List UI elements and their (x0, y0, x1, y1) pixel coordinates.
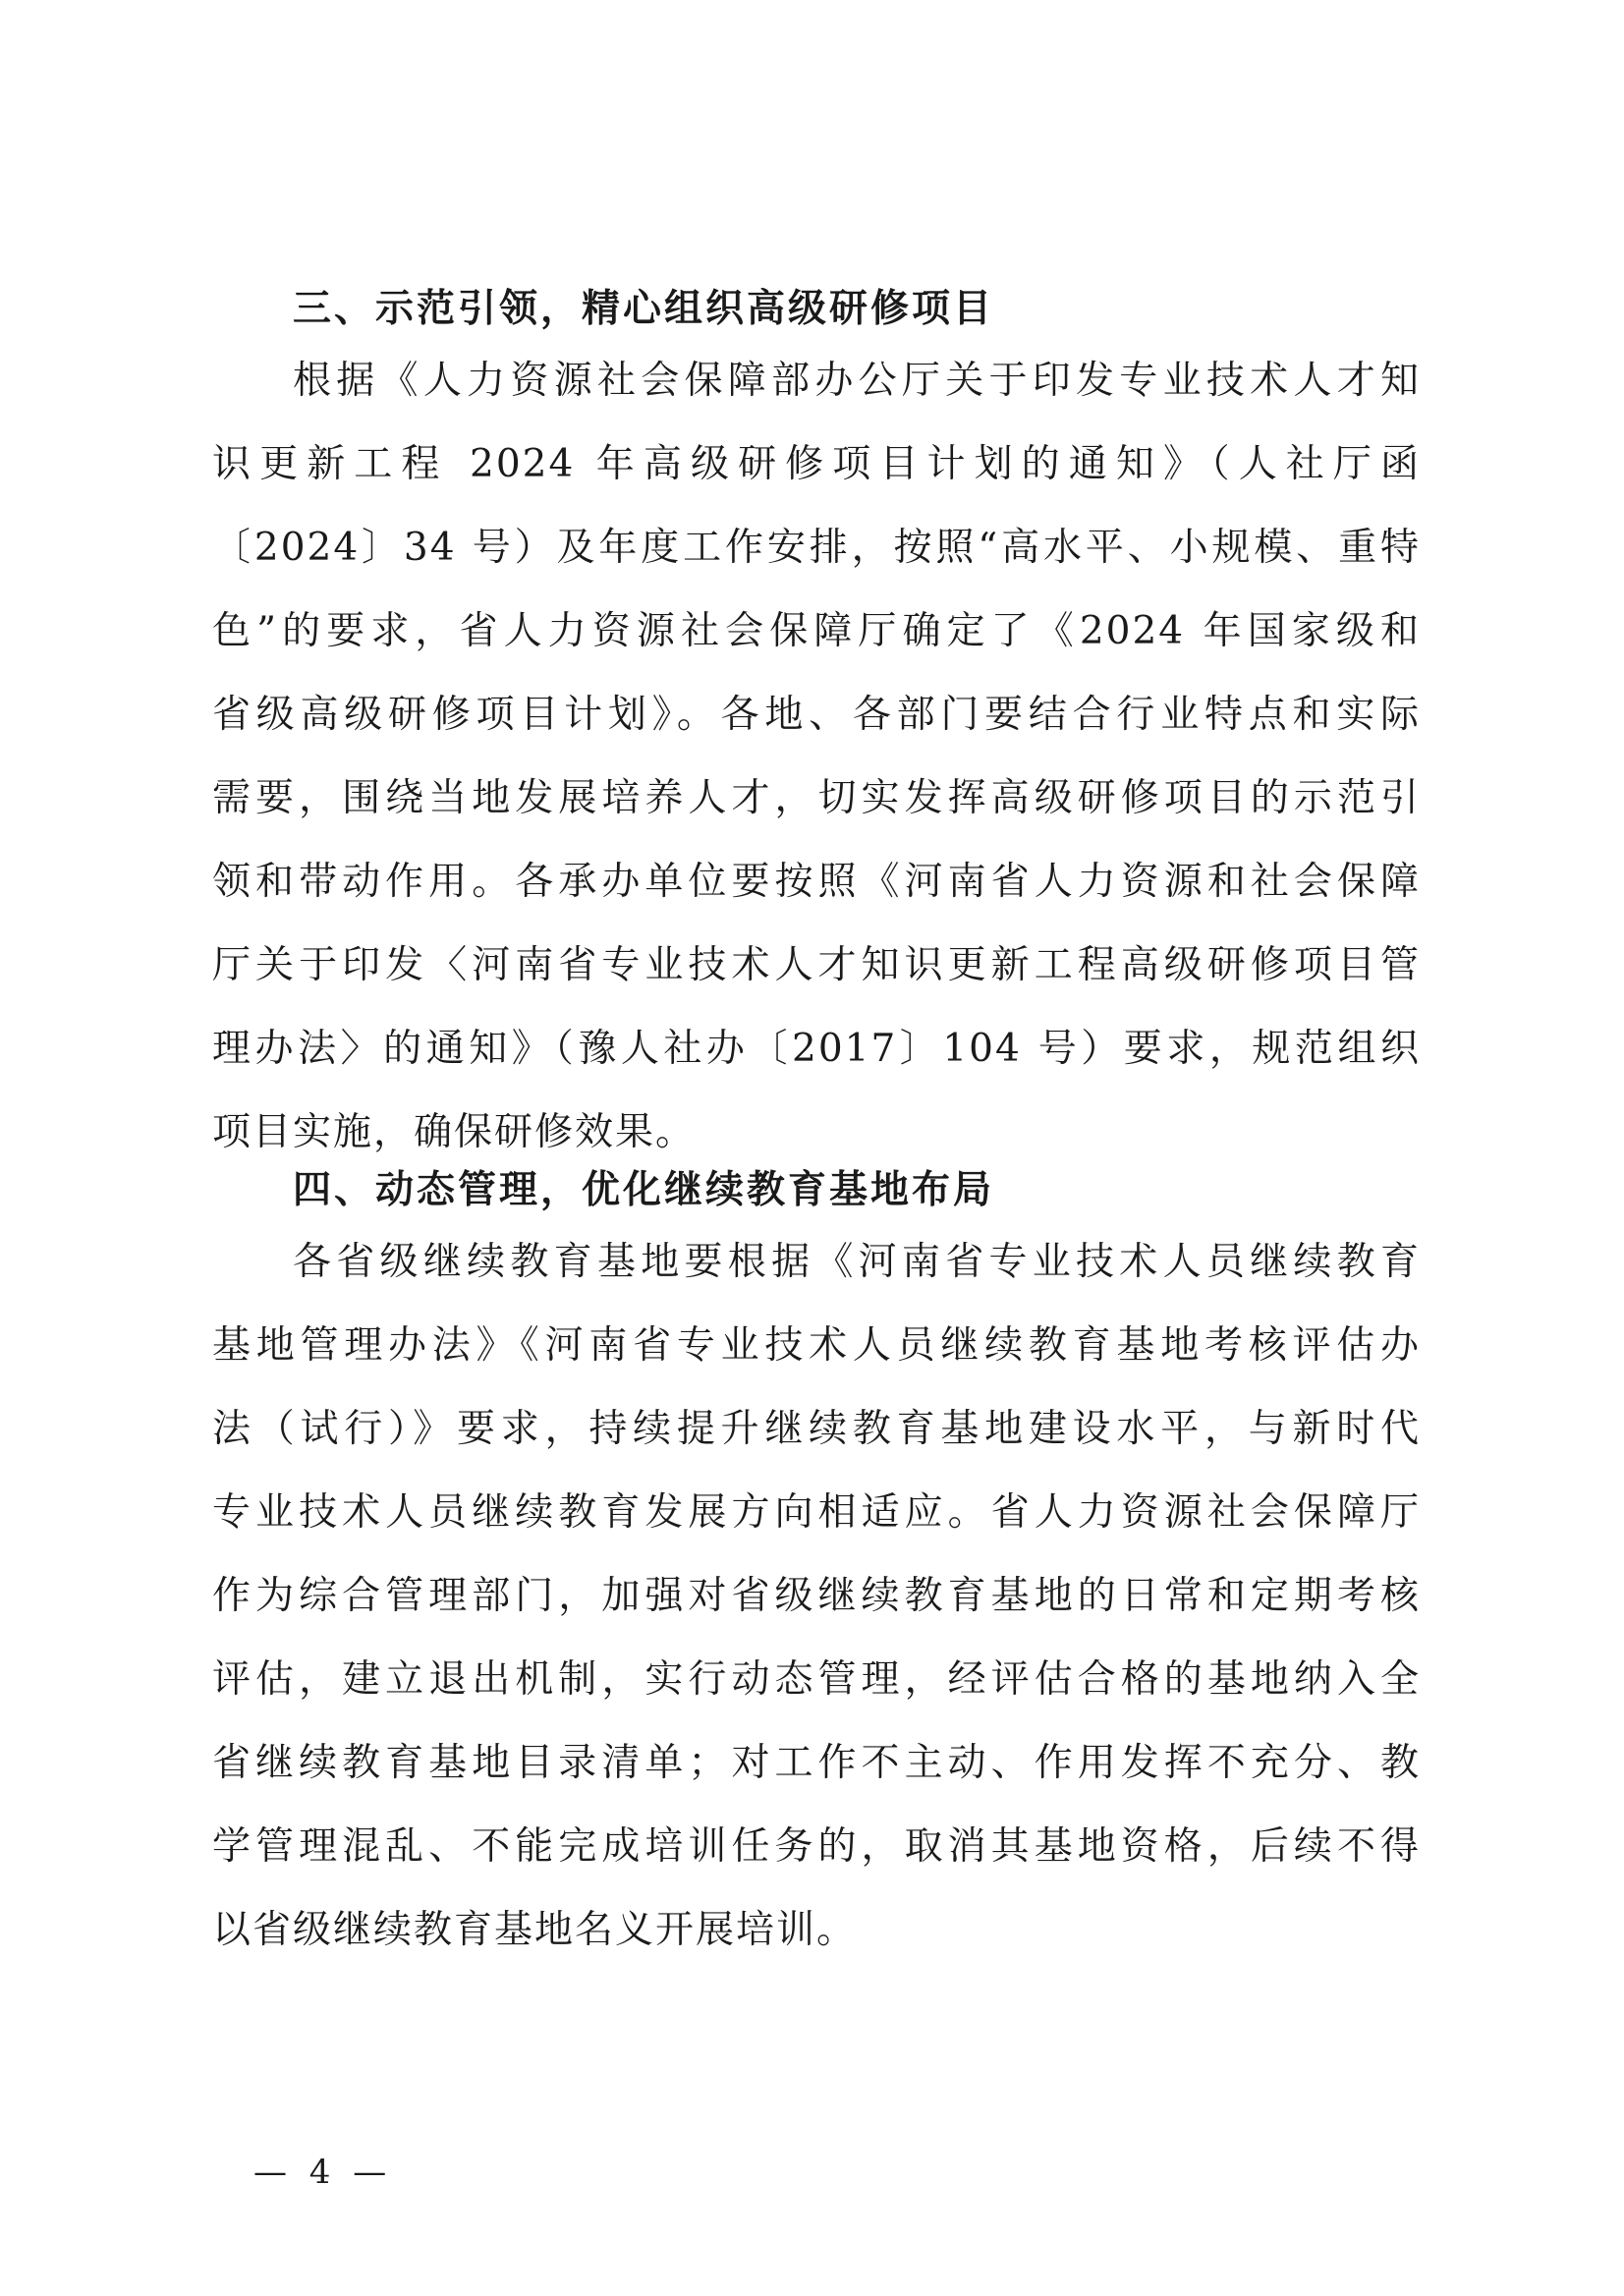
paragraph-line: 理办法〉的通知》（豫人社办〔2017〕104 号）要求，规范组织 (212, 1027, 1421, 1071)
paragraph-line: 基地管理办法》《河南省专业技术人员继续教育基地考核评估办 (212, 1323, 1421, 1368)
paragraph-line: 领和带动作用。各承办单位要按照《河南省人力资源和社会保障 (212, 860, 1421, 904)
paragraph-line: 识更新工程 2024 年高级研修项目计划的通知》（人社厅函 (212, 442, 1421, 486)
paragraph-line: 省级高级研修项目计划》。各地、各部门要结合行业特点和实际 (212, 693, 1421, 737)
paragraph-line: 各省级继续教育基地要根据《河南省专业技术人员继续教育 (293, 1240, 1421, 1284)
section-4-paragraph (212, 1220, 1421, 1972)
paragraph-line: 以省级继续教育基地名义开展培训。 (212, 1908, 858, 1952)
page-number: — 4 — (253, 2153, 393, 2192)
paragraph-line: 评估，建立退出机制，实行动态管理，经评估合格的基地纳入全 (212, 1657, 1421, 1702)
paragraph-line: 项目实施，确保研修效果。 (212, 1110, 697, 1154)
paragraph-line: 法（试行）》要求，持续提升继续教育基地建设水平，与新时代 (212, 1407, 1421, 1451)
paragraph-line: 作为综合管理部门，加强对省级继续教育基地的日常和定期考核 (212, 1574, 1421, 1618)
paragraph-line: 根据《人力资源社会保障部办公厅关于印发专业技术人才知 (293, 359, 1421, 403)
paragraph-line: 专业技术人员继续教育发展方向相适应。省人力资源社会保障厅 (212, 1490, 1421, 1535)
section-3 (212, 280, 1421, 1174)
section-4-heading: 四、动态管理，优化继续教育基地布局 (293, 1168, 995, 1212)
paragraph-line: 省继续教育基地目录清单；对工作不主动、作用发挥不充分、教 (212, 1741, 1421, 1785)
paragraph-line: 〔2024〕34 号）及年度工作安排，按照“高水平、小规模、重特 (212, 526, 1421, 570)
paragraph-line: 学管理混乱、不能完成培训任务的，取消其基地资格，后续不得 (212, 1824, 1421, 1869)
paragraph-line: 需要，围绕当地发展培养人才，切实发挥高级研修项目的示范引 (212, 776, 1421, 820)
section-3-paragraph (212, 339, 1421, 1174)
paragraph-line: 色”的要求，省人力资源社会保障厅确定了《2024 年国家级和 (212, 609, 1421, 653)
paragraph-line: 厅关于印发〈河南省专业技术人才知识更新工程高级研修项目管 (212, 943, 1421, 987)
section-3-heading: 三、示范引领，精心组织高级研修项目 (293, 287, 995, 331)
section-4 (212, 1161, 1421, 1972)
